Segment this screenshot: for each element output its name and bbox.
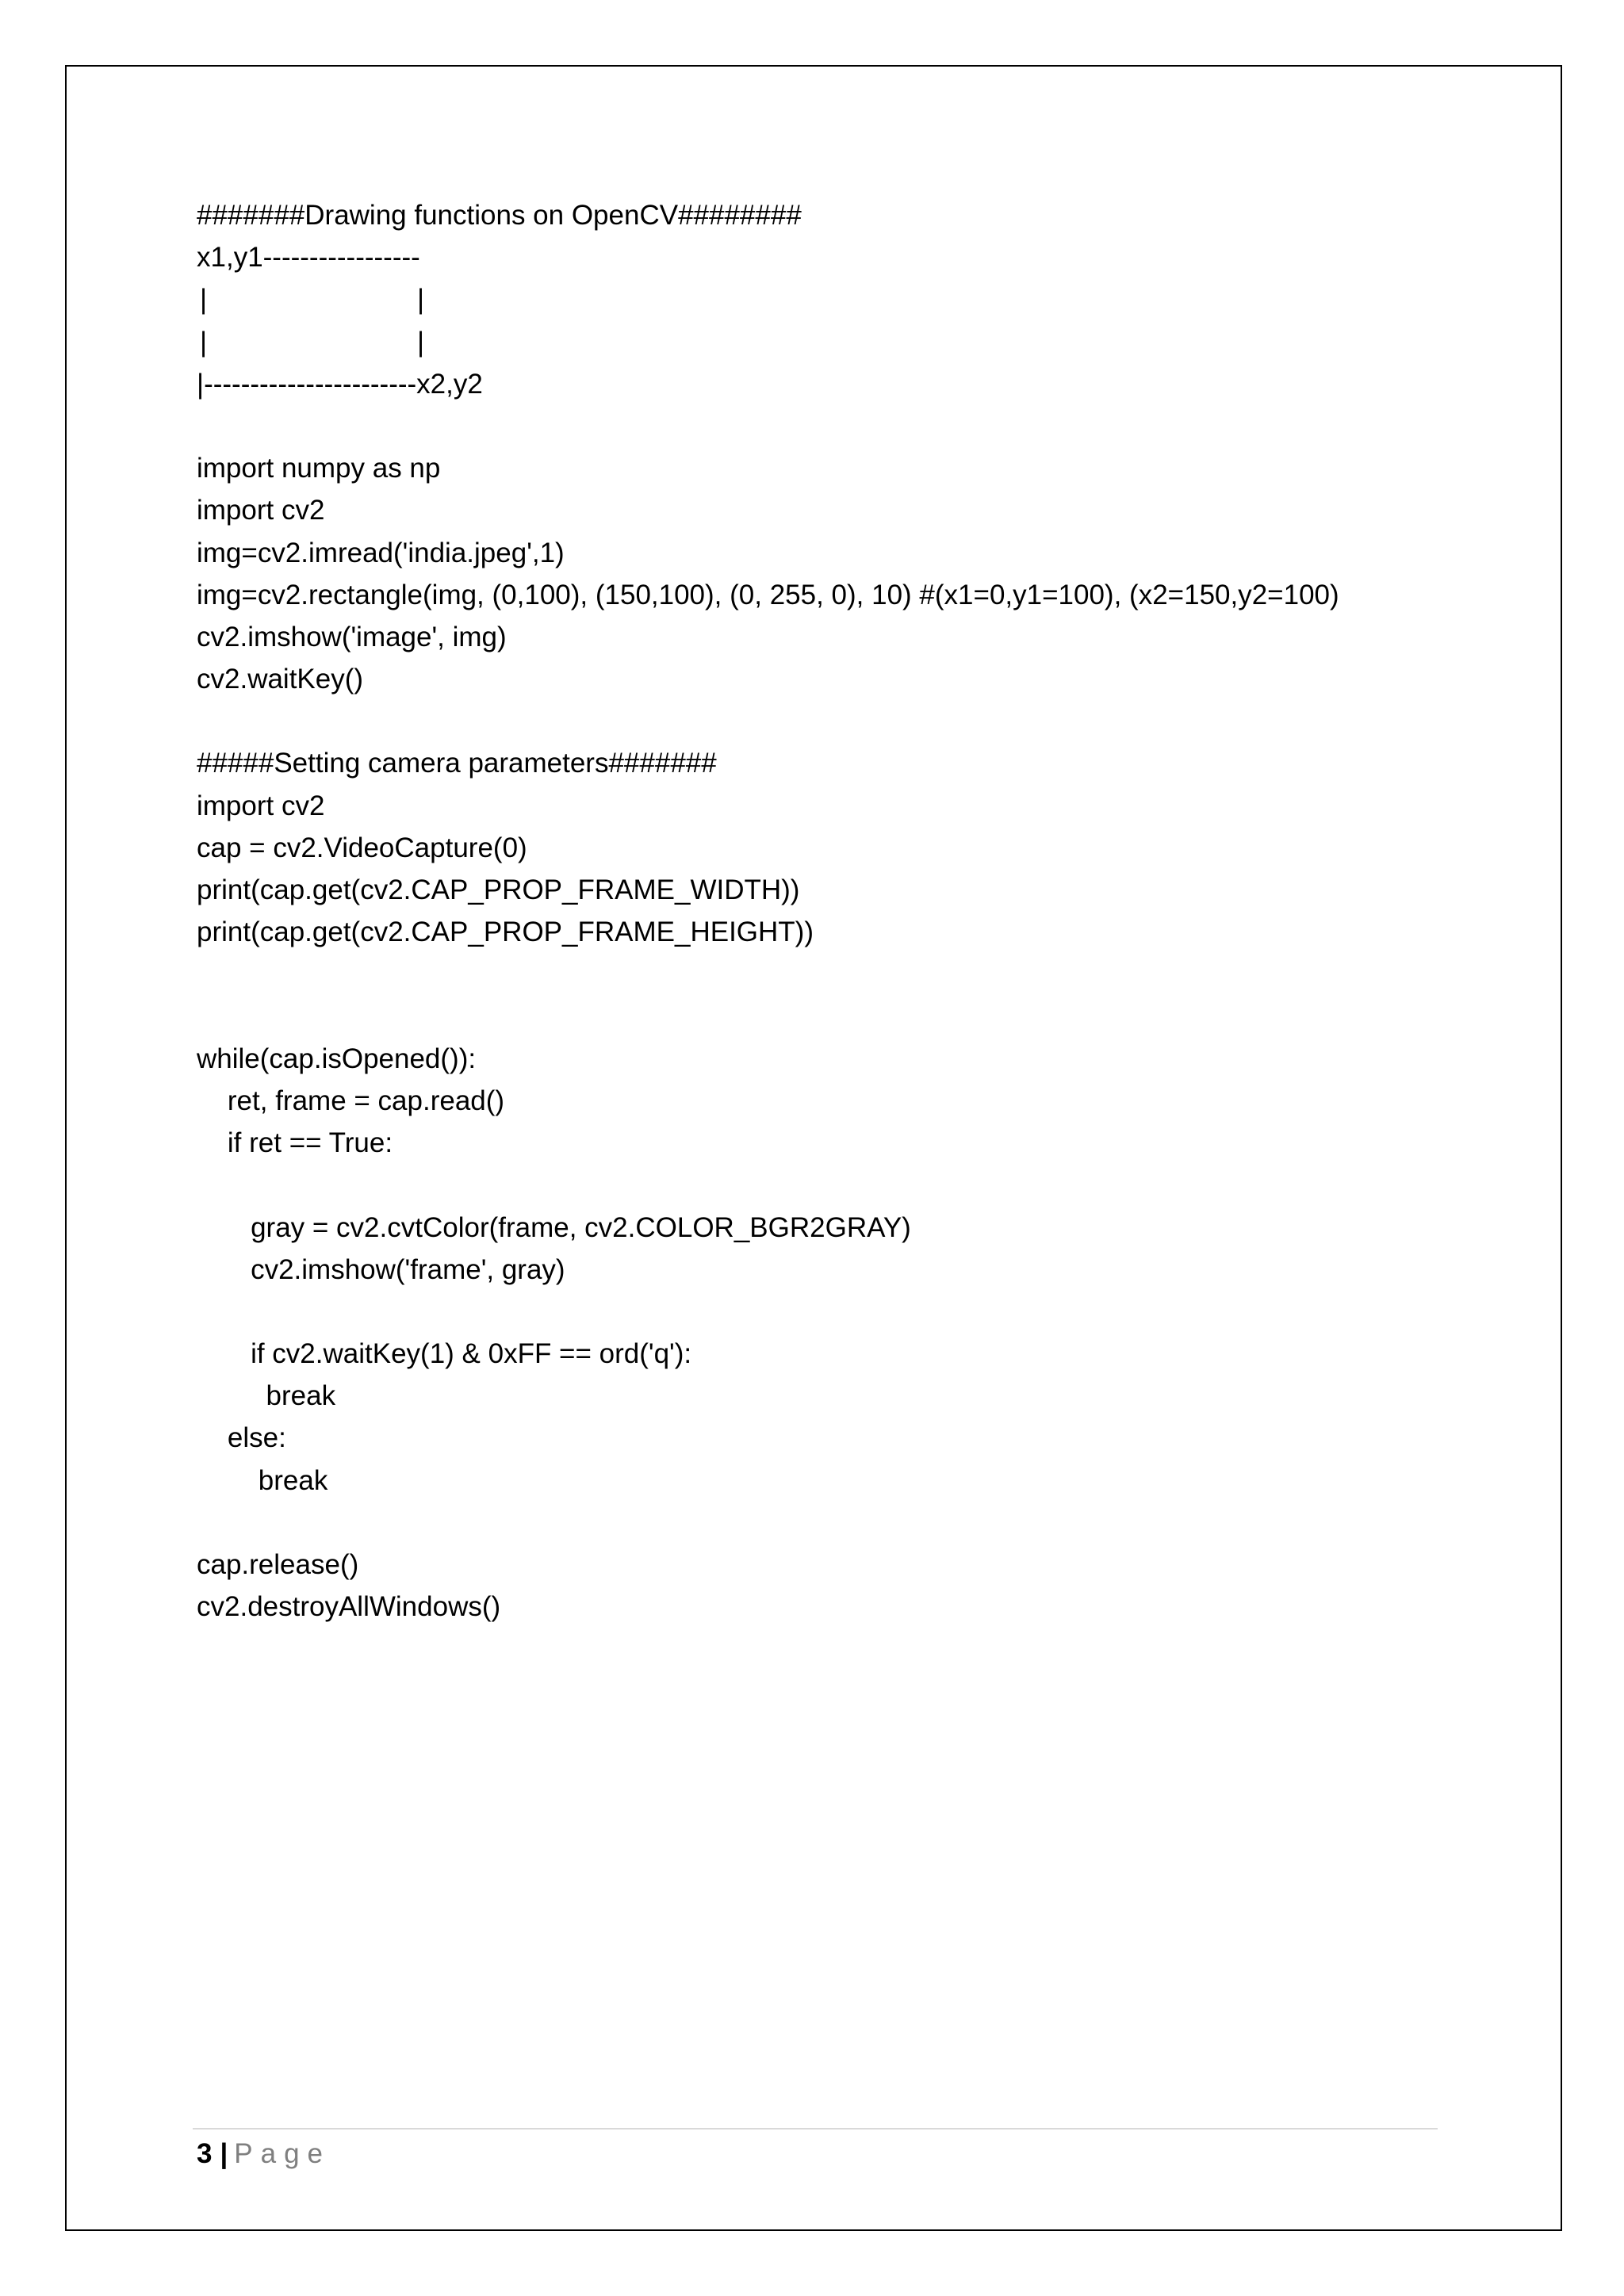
page-footer	[197, 2134, 331, 2174]
code-line: img=cv2.imread('india.jpeg',1)	[197, 537, 565, 568]
footer-divider	[193, 2128, 1438, 2130]
code-line: import cv2	[197, 495, 325, 526]
code-line: if ret == True:	[197, 1127, 393, 1159]
footer-separator: |	[220, 2138, 228, 2169]
blank-line	[197, 1164, 1545, 1206]
code-line: break	[197, 1380, 336, 1412]
code-line: cap.release()	[197, 1549, 359, 1580]
code-line: print(cap.get(cv2.CAP_PROP_FRAME_HEIGHT))	[197, 916, 814, 948]
diagram-right-bar: |	[417, 284, 425, 316]
blank-line	[197, 953, 1545, 995]
page-number: 3	[197, 2138, 213, 2169]
blank-line	[197, 1291, 1545, 1333]
code-line: cv2.waitKey()	[197, 664, 364, 695]
blank-line	[197, 405, 1545, 447]
blank-line	[197, 700, 1545, 742]
diagram-top-line: x1,y1-----------------	[197, 242, 420, 274]
code-line: cv2.imshow('image', img)	[197, 621, 507, 652]
code-line: cv2.imshow('frame', gray)	[197, 1253, 565, 1285]
diagram-side-row-2	[197, 321, 1545, 363]
code-line: cv2.destroyAllWindows()	[197, 1591, 501, 1623]
code-line: break	[197, 1464, 328, 1496]
diagram-left-bar: |	[200, 326, 208, 358]
heading-camera-parameters: #####Setting camera parameters#######	[197, 748, 717, 779]
code-line: if cv2.waitKey(1) & 0xFF == ord('q'):	[197, 1338, 692, 1370]
code-line: import cv2	[197, 790, 325, 821]
blank-line	[197, 996, 1545, 1038]
page-label: Page	[234, 2138, 331, 2169]
diagram-left-bar: |	[200, 284, 208, 316]
code-line: import numpy as np	[197, 453, 441, 484]
code-line: cap = cv2.VideoCapture(0)	[197, 832, 527, 863]
code-line: ret, frame = cap.read()	[197, 1085, 505, 1116]
document-body	[197, 194, 1545, 1628]
heading-drawing-functions: #######Drawing functions on OpenCV########	[197, 200, 802, 231]
code-line: img=cv2.rectangle(img, (0,100), (150,100), (0, 255, 0), 10) #(x1=0,y1=100), (x2=150,y2=100)	[197, 579, 1339, 610]
diagram-side-row-1	[197, 278, 1545, 320]
code-line: else:	[197, 1422, 286, 1454]
code-line: while(cap.isOpened()):	[197, 1043, 477, 1074]
diagram-right-bar: |	[417, 326, 425, 358]
blank-line	[197, 1502, 1545, 1544]
code-line: print(cap.get(cv2.CAP_PROP_FRAME_WIDTH))	[197, 874, 800, 905]
code-line: gray = cv2.cvtColor(frame, cv2.COLOR_BGR2GRAY)	[197, 1211, 911, 1243]
diagram-bottom-line: |-----------------------x2,y2	[197, 368, 483, 400]
